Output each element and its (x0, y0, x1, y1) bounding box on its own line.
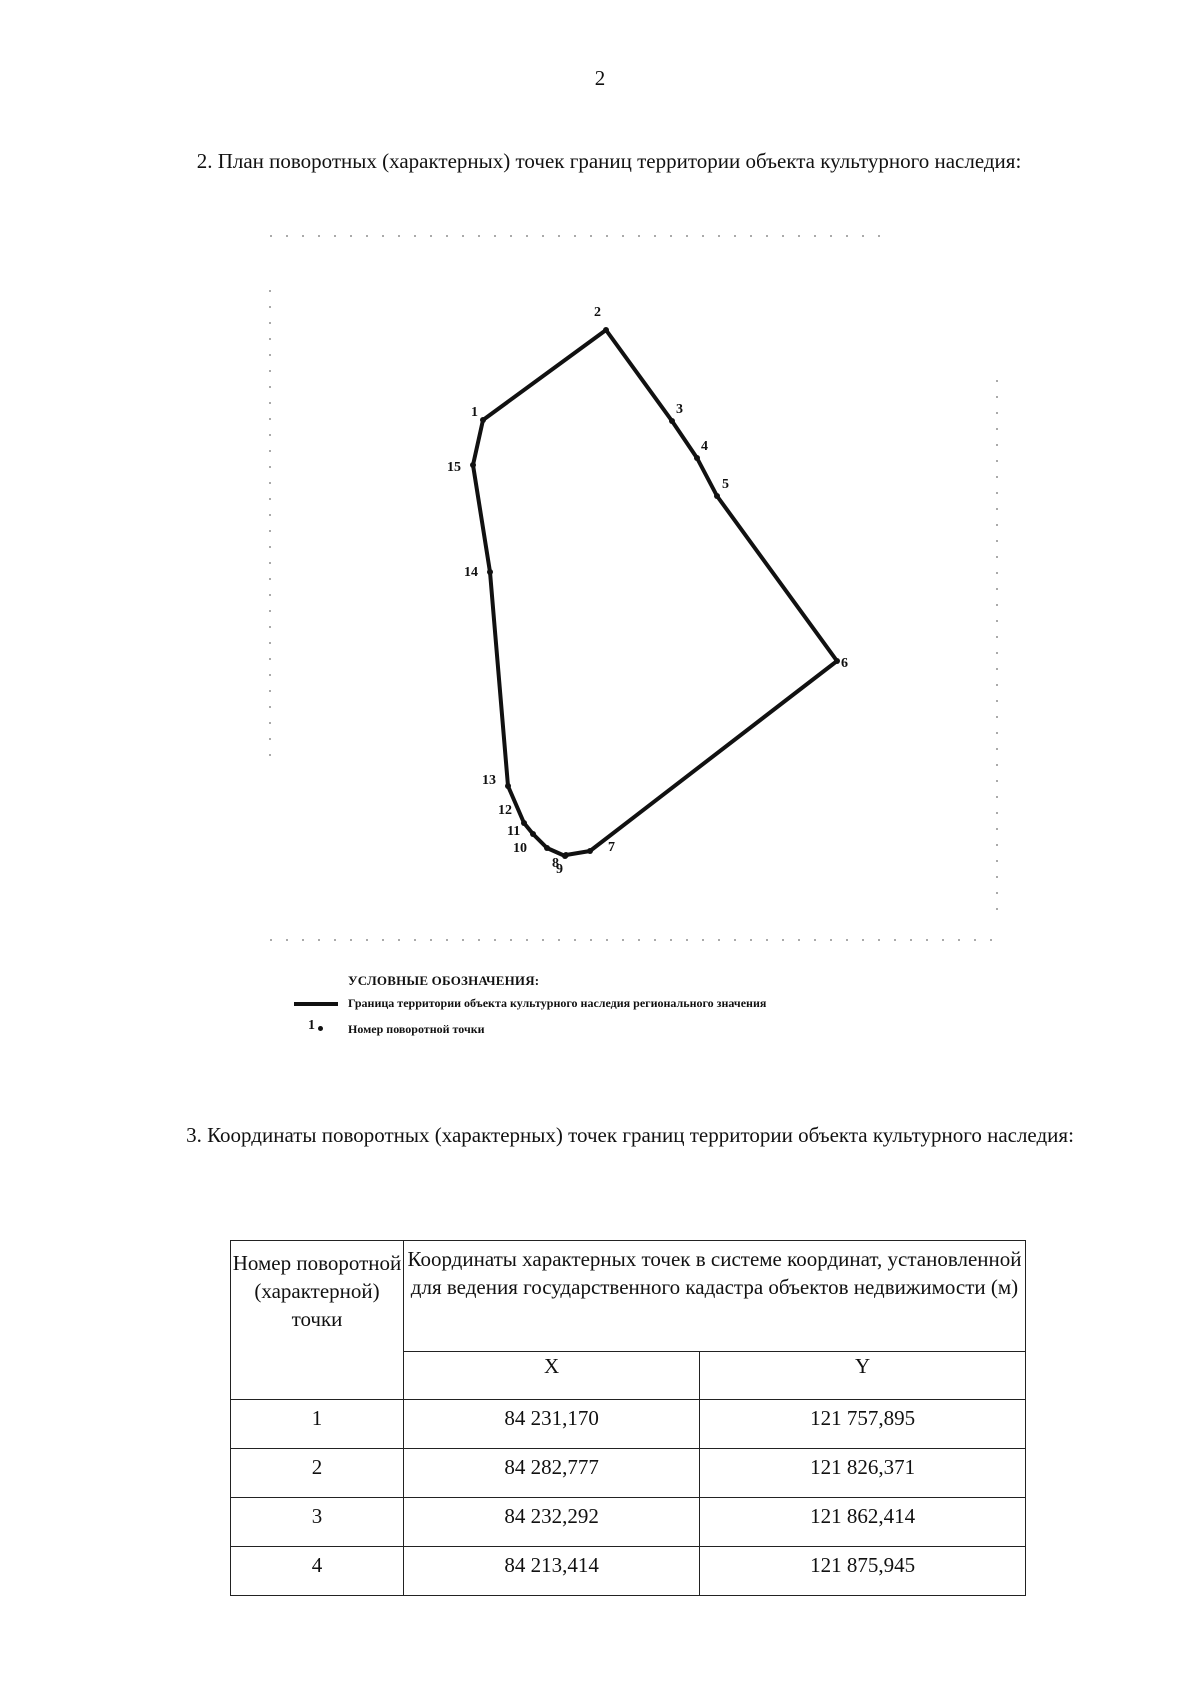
point-label-12: 12 (498, 803, 512, 818)
page-number: 2 (594, 66, 606, 90)
vertex-10 (544, 845, 550, 851)
point-label-15: 15 (447, 460, 461, 475)
table-row (231, 1547, 1026, 1596)
table-row (231, 1449, 1026, 1498)
vertex-14 (487, 569, 493, 575)
vertex-1 (480, 417, 486, 423)
point-label-3: 3 (676, 402, 683, 417)
cell-point-number: 1 (231, 1400, 404, 1449)
point-label-10: 10 (513, 841, 527, 856)
vertex-7 (587, 848, 593, 854)
vertex-12 (521, 820, 527, 826)
cell-y: 121 826,371 (700, 1449, 1026, 1498)
boundary-line-icon (294, 1002, 338, 1006)
vertex-11 (530, 831, 536, 837)
point-label-1: 1 (471, 405, 478, 420)
cell-y: 121 862,414 (700, 1498, 1026, 1547)
point-label-5: 5 (722, 477, 729, 492)
point-dot-icon (318, 1026, 323, 1031)
legend (292, 973, 912, 1041)
legend-title: УСЛОВНЫЕ ОБОЗНАЧЕНИЯ: (348, 973, 540, 988)
table-header-row (231, 1241, 1026, 1352)
plan-frame-marks (270, 236, 1000, 940)
cell-point-number: 3 (231, 1498, 404, 1547)
vertex-4 (694, 455, 700, 461)
vertex-3 (669, 418, 675, 424)
vertex-5 (714, 493, 720, 499)
cell-point-number: 4 (231, 1547, 404, 1596)
coords-section-title: 3. Координаты поворотных (характерных) точек границ территории объекта культурного наследия: (186, 1123, 1074, 1147)
column-header-number: Номер поворотной (характерной) точки (231, 1241, 404, 1400)
point-label-8: 8 (552, 856, 559, 871)
point-label-7: 7 (608, 840, 615, 855)
vertex-15 (470, 462, 476, 468)
cell-y: 121 875,945 (700, 1547, 1026, 1596)
vertex-13 (505, 783, 511, 789)
vertex-6 (834, 658, 840, 664)
point-label-11: 11 (507, 824, 521, 839)
point-label-2: 2 (594, 305, 601, 320)
point-label-14: 14 (464, 565, 478, 580)
legend-point (292, 1015, 912, 1041)
cell-x: 84 282,777 (404, 1449, 700, 1498)
cell-point-number: 2 (231, 1449, 404, 1498)
boundary-polygon (473, 330, 837, 856)
cell-x: 84 232,292 (404, 1498, 700, 1547)
legend-boundary-text: Граница территории объекта культурного наследия регионального значения (348, 996, 767, 1010)
point-label-13: 13 (482, 773, 496, 788)
column-header-coordinates: Координаты характерных точек в системе координат, установленной для ведения государственного кадастра объектов недвижимости (м) (404, 1241, 1026, 1352)
vertex-9 (562, 853, 568, 859)
column-header-x: X (404, 1351, 700, 1399)
point-marker-icon (308, 1018, 323, 1034)
cell-y: 121 757,895 (700, 1400, 1026, 1449)
column-header-y: Y (700, 1351, 1026, 1399)
legend-boundary (292, 989, 912, 1015)
point-label-4: 4 (701, 439, 708, 454)
legend-point-number: 1 (308, 1018, 315, 1033)
plan-section-title: 2. План поворотных (характерных) точек границ территории объекта культурного наследия: (196, 149, 1022, 173)
point-label-9: 9 (556, 862, 563, 877)
coordinates-table (230, 1240, 1026, 1596)
point-label-6: 6 (841, 656, 848, 671)
cell-x: 84 213,414 (404, 1547, 700, 1596)
legend-point-text: Номер поворотной точки (348, 1022, 485, 1036)
table-row (231, 1498, 1026, 1547)
table-row (231, 1400, 1026, 1449)
vertex-2 (603, 327, 609, 333)
boundary-vertices (470, 327, 840, 859)
cell-x: 84 231,170 (404, 1400, 700, 1449)
